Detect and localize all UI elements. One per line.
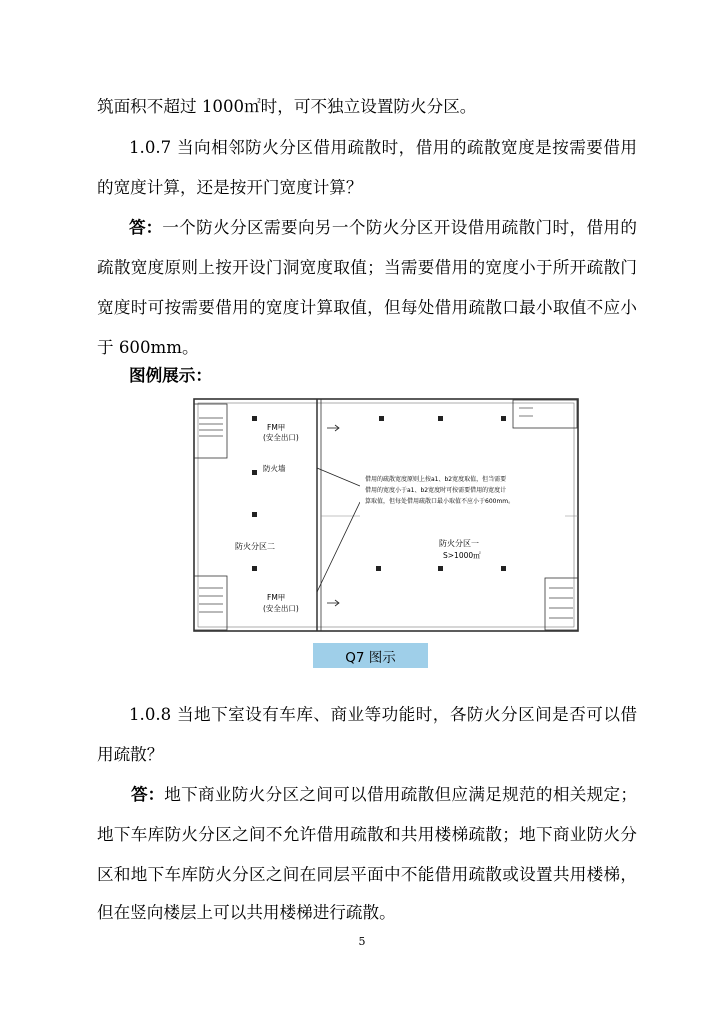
zone-1-area: S>1000㎡: [443, 551, 481, 560]
zone-2-label: 防火分区二: [235, 542, 275, 551]
zone-1-label: 防火分区一: [439, 539, 479, 548]
answer-1-0-7-line-4: 于 600mm。: [97, 338, 199, 357]
answer-1-0-8-line-3: 区和地下车库防火分区之间在同层平面中不能借用疏散或设置共用楼梯，: [97, 865, 637, 884]
answer-1-0-8-line-2: 地下车库防火分区之间不允许借用疏散和共用楼梯疏散；地下商业防火分: [97, 825, 637, 844]
figure-caption: Q7 图示: [313, 643, 428, 668]
door-top-label: FM甲: [267, 423, 286, 432]
annotation-line-1: 借用的疏散宽度原则上按a1、b2宽度取值，但当需要: [365, 476, 507, 483]
question-1-0-8-line-1: 1.0.8 当地下室设有车库、商业等功能时，各防火分区间是否可以借: [129, 705, 637, 724]
question-1-0-8-line-2: 用疏散？: [97, 745, 164, 764]
annotation-line-3: 算取值，但每处借用疏散口最小取值不应小于600mm。: [365, 498, 515, 505]
answer-1-0-8-line-1: [131, 784, 637, 806]
question-1-0-7-line-2: 的宽度计算，还是按开门宽度计算？: [97, 178, 363, 197]
answer-label: 答：: [129, 218, 163, 237]
answer-1-0-7-line-3: 宽度时可按需要借用的宽度计算取值，但每处借用疏散口最小取值不应小: [97, 298, 637, 317]
legend-heading: 图例展示：: [129, 366, 212, 385]
door-bottom-label: FM甲: [267, 593, 286, 602]
text-line-1: 筑面积不超过 1000㎡时，可不独立设置防火分区。: [97, 97, 477, 116]
question-1-0-7-line-1: 1.0.7 当向相邻防火分区借用疏散时，借用的疏散宽度是按需要借用: [129, 138, 637, 157]
answer-label: 答：: [131, 785, 165, 804]
fire-wall-label: 防火墙: [263, 464, 286, 473]
fire-compartment-floor-plan: [193, 398, 579, 632]
page-number: 5: [358, 935, 366, 948]
annotation-line-2: 借用的宽度小于a1、b2宽度时可按需要借用的宽度计: [365, 487, 507, 494]
door-bottom-sublabel: (安全出口): [263, 604, 299, 613]
answer-1-0-8-line-4: 但在竖向楼层上可以共用楼梯进行疏散。: [97, 903, 396, 922]
answer-1-0-7-line-1: [129, 217, 637, 239]
door-top-sublabel: (安全出口): [263, 433, 299, 442]
answer-1-0-7-line-2: 疏散宽度原则上按开设门洞宽度取值；当需要借用的宽度小于所开疏散门: [97, 258, 637, 277]
answer-text: 一个防火分区需要向另一个防火分区开设借用疏散门时，借用的: [162, 218, 637, 237]
answer-text: 地下商业防火分区之间可以借用疏散但应满足规范的相关规定；: [164, 785, 637, 804]
